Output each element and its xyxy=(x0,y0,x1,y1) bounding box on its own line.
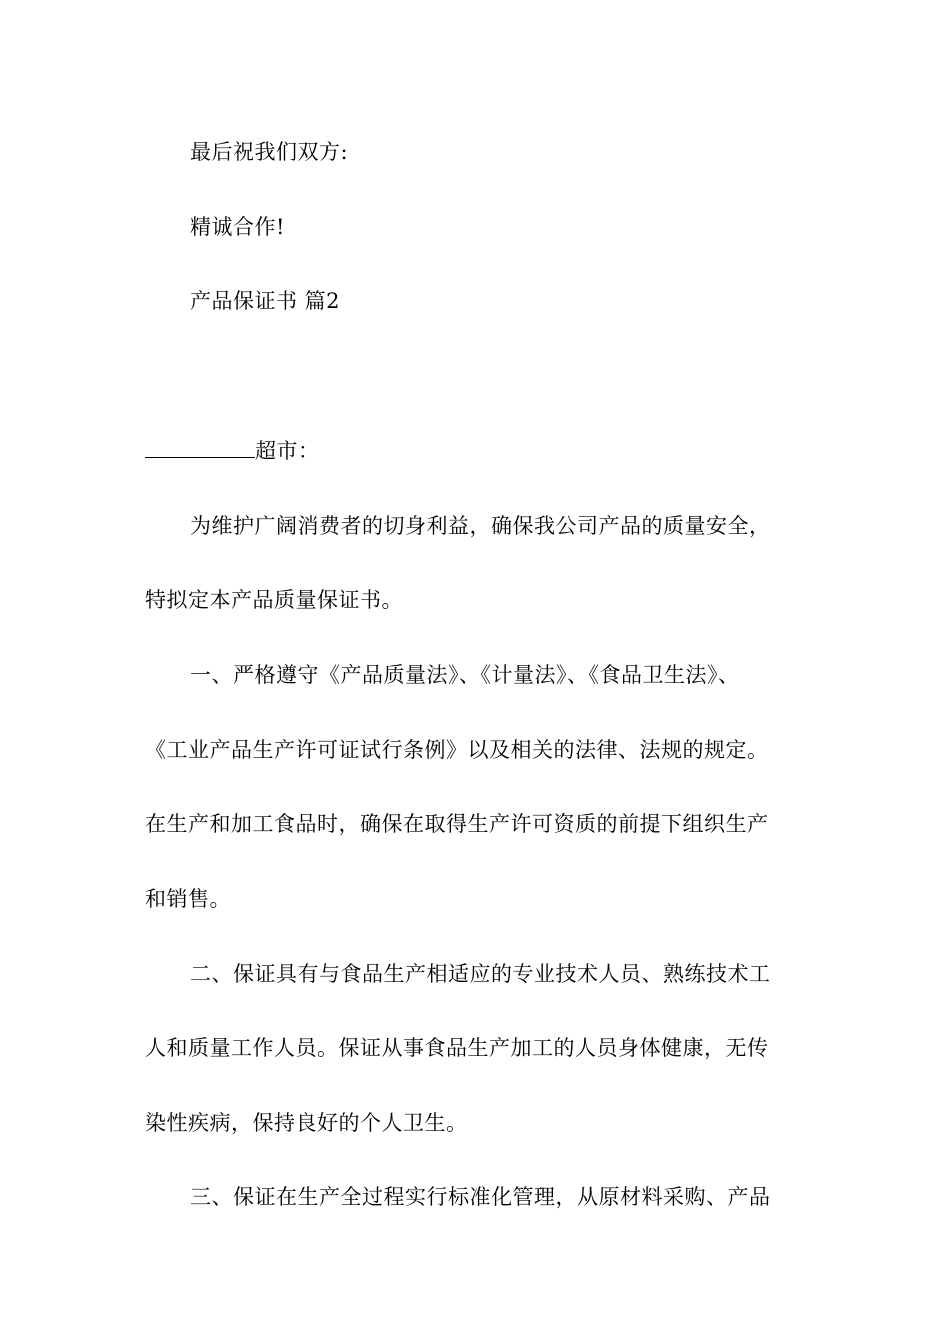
paragraph-line: 特拟定本产品质量保证书。 xyxy=(145,588,403,612)
section-title: 产品保证书 篇2 xyxy=(190,289,341,313)
paragraph-line: 三、保证在生产全过程实行标准化管理，从原材料采购、产品 xyxy=(190,1185,771,1209)
paragraph-line: 和销售。 xyxy=(145,887,231,911)
paragraph-line: 染性疾病，保持良好的个人卫生。 xyxy=(145,1111,468,1135)
paragraph-line: 《工业产品生产许可证试行条例》以及相关的法律、法规的规定。 xyxy=(145,738,769,762)
addressee-line xyxy=(145,437,825,465)
addressee-label: 超市： xyxy=(255,439,320,463)
closing-wish: 最后祝我们双方: xyxy=(190,140,349,164)
paragraph-line: 为维护广阔消费者的切身利益，确保我公司产品的质量安全， xyxy=(190,514,771,538)
paragraph-line: 一、严格遵守《产品质量法》、《计量法》、《食品卫生法》、 xyxy=(190,663,740,687)
paragraph-line: 在生产和加工食品时，确保在取得生产许可资质的前提下组织生产 xyxy=(145,812,769,836)
paragraph-line: 人和质量工作人员。保证从事食品生产加工的人员身体健康，无传 xyxy=(145,1036,769,1060)
closing-phrase: 精诚合作! xyxy=(190,215,285,239)
blank-field xyxy=(145,437,255,458)
paragraph-line: 二、保证具有与食品生产相适应的专业技术人员、熟练技术工 xyxy=(190,962,771,986)
